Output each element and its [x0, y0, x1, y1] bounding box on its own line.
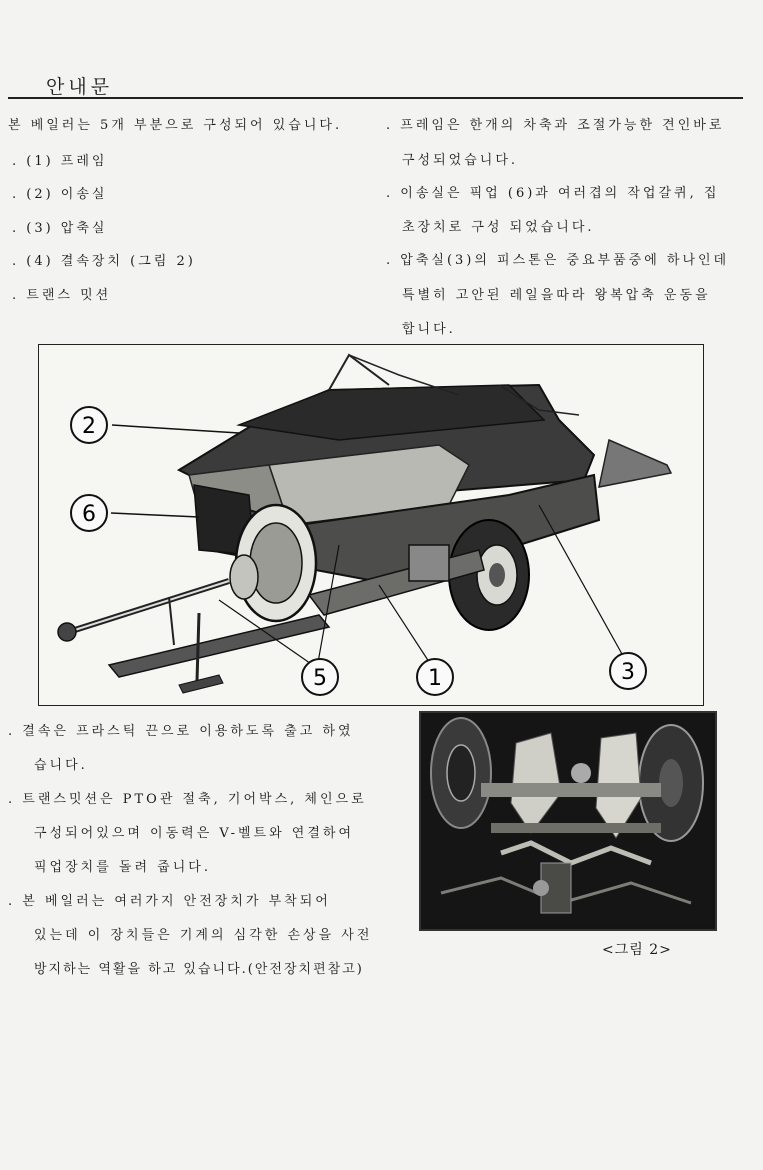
bottom-line-1: . 결속은 프라스틱 끈으로 이용하도록 출고 하였: [8, 724, 354, 739]
bottom-line-5: 픽업장치를 돌려 줍니다.: [34, 860, 211, 875]
baler-drawing: [39, 345, 703, 705]
left-item-compression: . (3) 압축실: [12, 221, 108, 236]
bottom-line-3: . 트랜스밋션은 PTO관 절축, 기어박스, 체인으로: [8, 792, 367, 807]
left-item-knotter: . (4) 결속장치 (그림 2): [12, 254, 196, 269]
right-line-5: . 압축실(3)의 피스톤은 중요부품중에 하나인데: [386, 253, 730, 268]
knotter-drawing: [421, 713, 711, 925]
left-item-frame: . (1) 프레임: [12, 154, 108, 169]
bottom-line-8: 방지하는 역활을 하고 있습니다.(안전장치편참고): [34, 962, 364, 977]
bottom-line-6: . 본 베일러는 여러가지 안전장치가 부착되어: [8, 894, 331, 909]
page-title: 안내문: [46, 76, 114, 98]
right-line-6: 특별히 고안된 레일을따라 왕복압축 운동을: [402, 288, 711, 303]
left-item-transmission: . 트랜스 밋션: [12, 288, 112, 303]
left-item-transfer: . (2) 이송실: [12, 187, 108, 202]
callout-label-1: 1: [428, 666, 442, 691]
right-line-7: 합니다.: [402, 322, 456, 337]
figure2-caption: <그림 2>: [602, 942, 672, 958]
bottom-line-7: 있는데 이 장치들은 기계의 심각한 손상을 사전: [34, 928, 373, 943]
right-line-2: 구성되었습니다.: [402, 153, 519, 168]
callout-label-3: 3: [621, 660, 635, 685]
bottom-line-4: 구성되어있으며 이동력은 V-벨트와 연결하여: [34, 826, 355, 841]
callout-label-6: 6: [82, 502, 96, 527]
baler-illustration: [38, 344, 704, 706]
callout-label-2: 2: [82, 414, 96, 439]
title-rule: [8, 97, 743, 99]
left-intro: 본 베일러는 5개 부분으로 구성되어 있습니다.: [8, 118, 343, 133]
right-line-1: . 프레임은 한개의 차축과 조절가능한 견인바로: [386, 118, 725, 133]
right-line-4: 초장치로 구성 되었습니다.: [402, 220, 595, 235]
callout-label-5: 5: [313, 666, 327, 691]
knotter-photo: [419, 711, 717, 931]
right-line-3: . 이송실은 픽업 (6)과 여러겹의 작업갈퀴, 집: [386, 186, 720, 201]
bottom-line-2: 습니다.: [34, 758, 88, 773]
